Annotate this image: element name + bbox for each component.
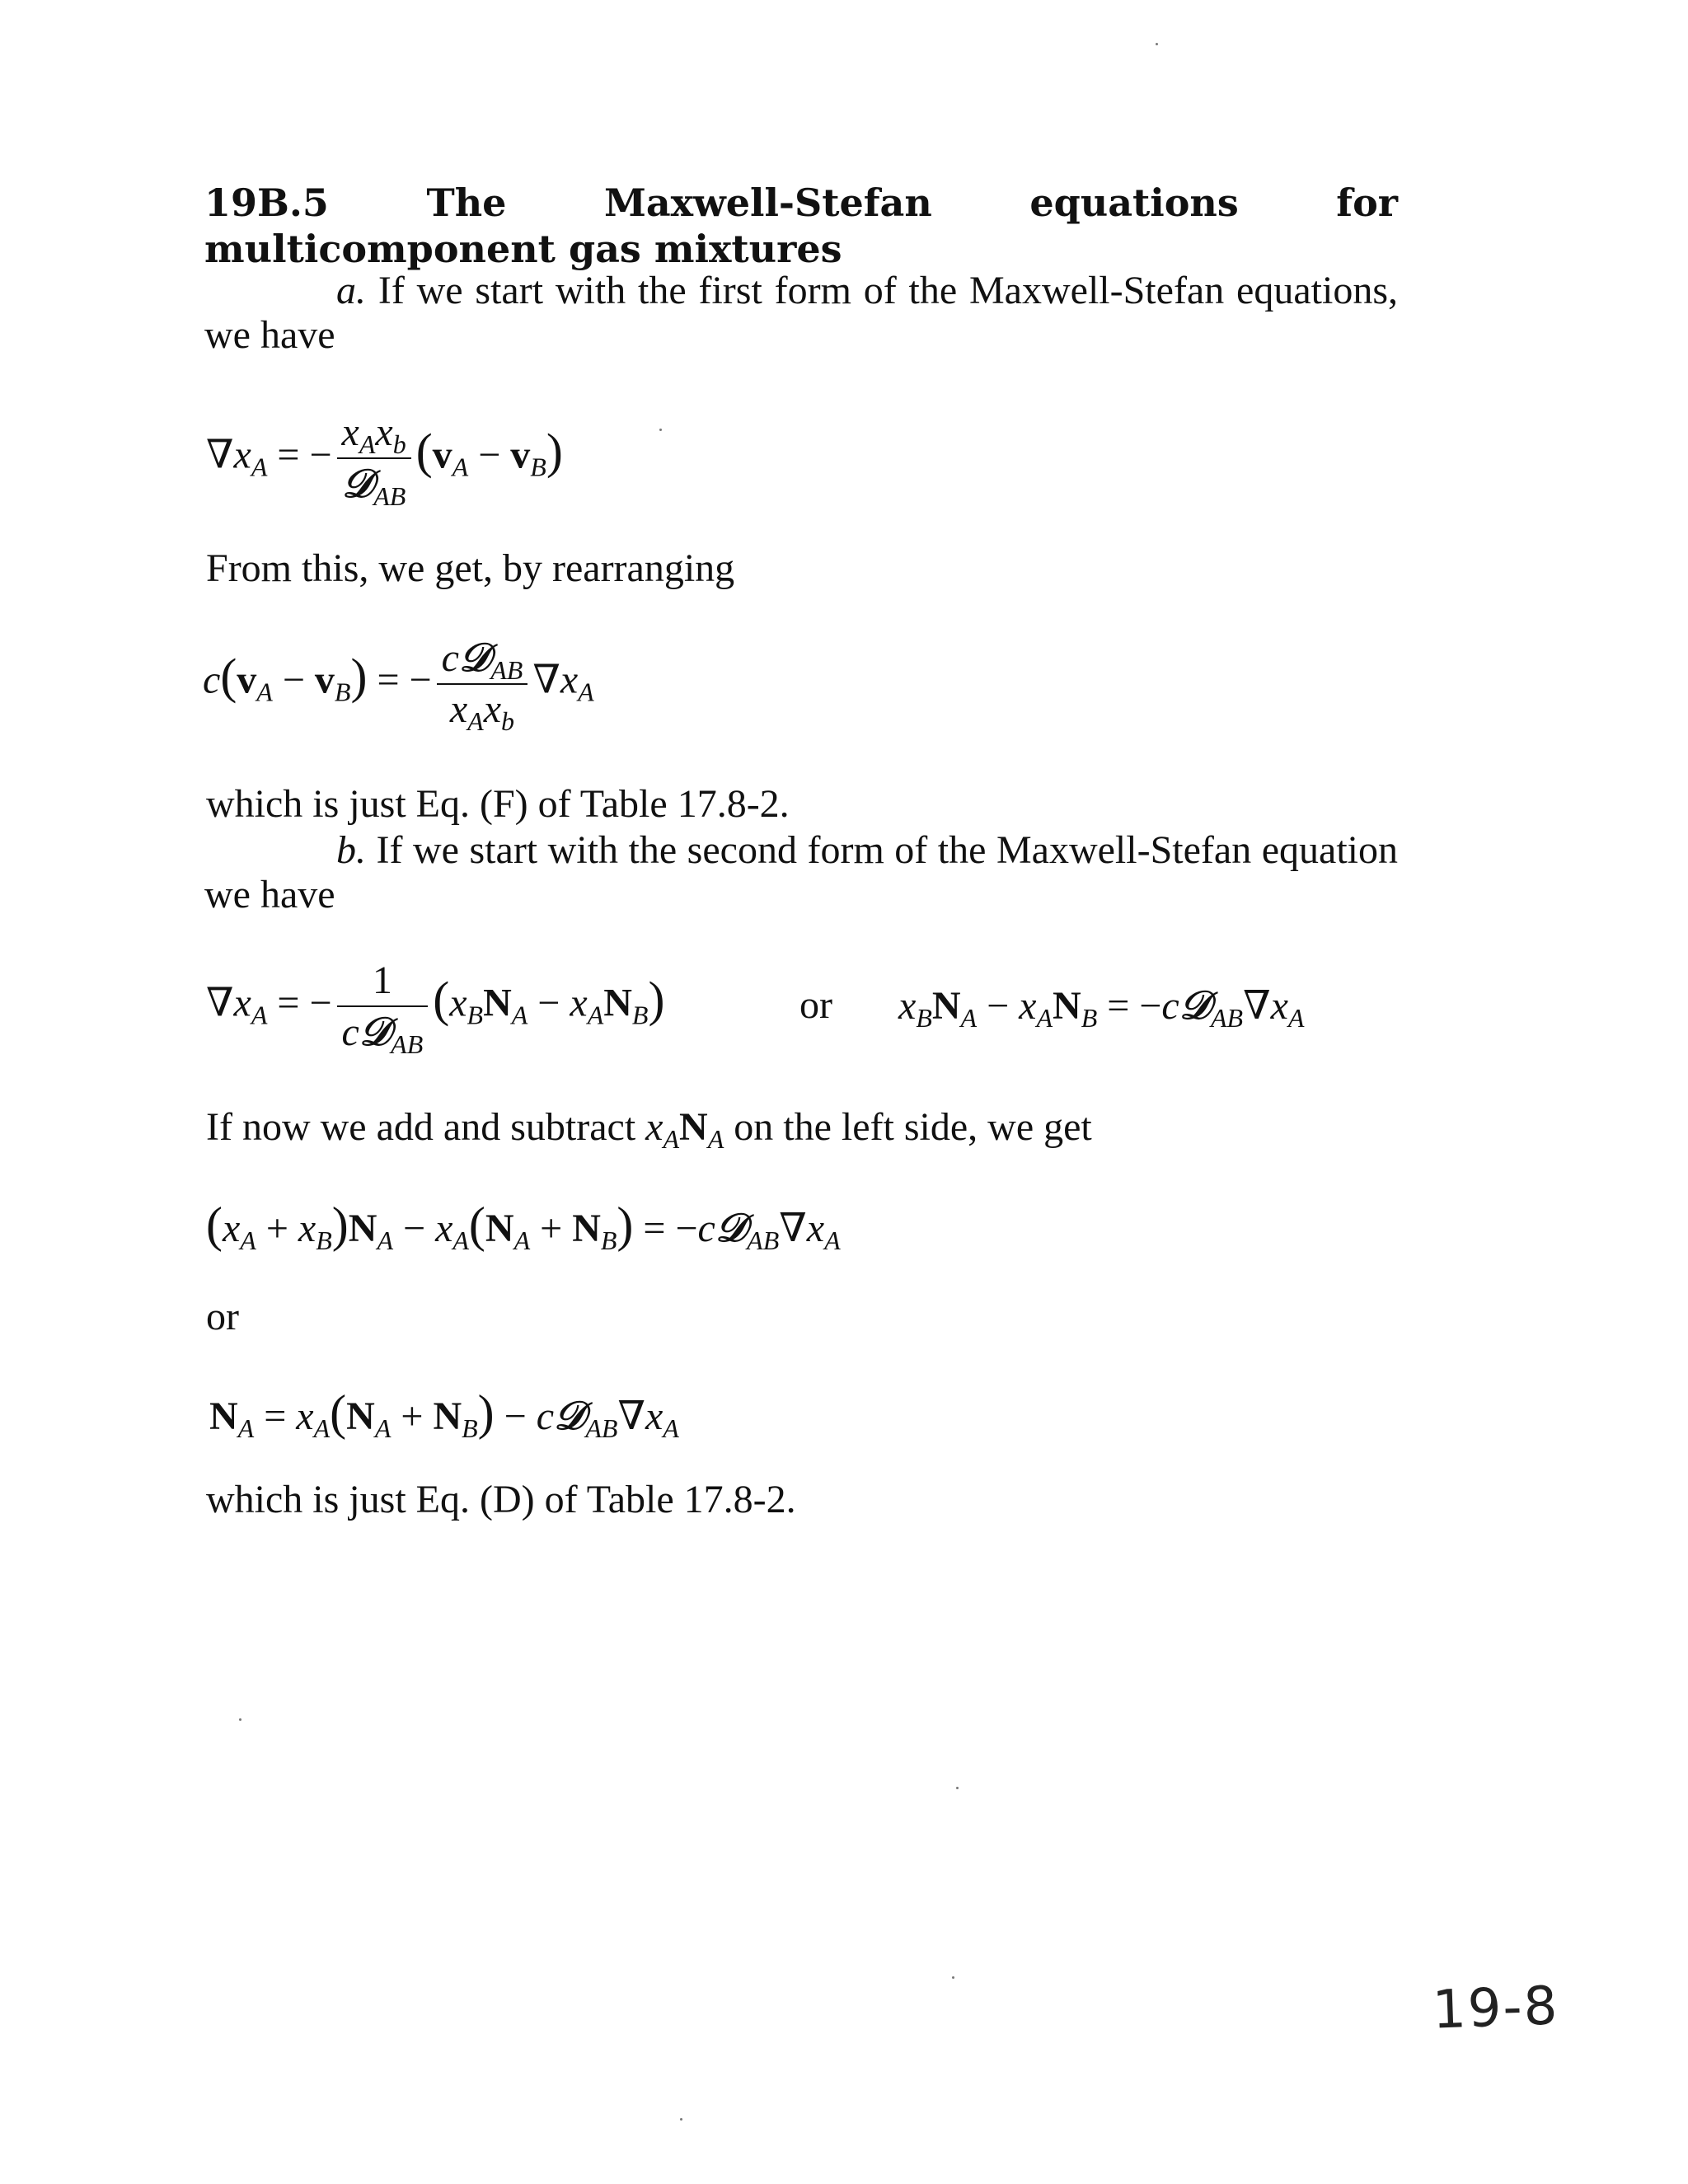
word-or-standalone: or [206,1295,239,1338]
equation-gradient-xa: $\nabla x_A$ = − $\frac{x_Ax_b}{𝒟_{AB}}$ $(v_A - v_B)$ [206,408,563,509]
text-add-subtract: If now we add and subtract $x_AN_A$ on the left side, we get [206,1105,1092,1154]
scan-speck [239,1718,241,1721]
scan-speck [952,1976,954,1979]
part-a-label: a. [336,269,366,312]
text-eq-d: which is just Eq. (D) of Table 17.8-2. [206,1478,796,1521]
page-number: 19-8 [1431,1975,1560,2041]
part-a-text: If we start with the first form of the Maxwell-Stefan equations, we have [204,269,1399,357]
word-or-inline: or [799,983,832,1027]
scan-speck [1156,43,1158,45]
part-b-text: If we start with the second form of the Maxwell-Stefan equation we have [204,828,1399,916]
equation-flux-na: $N_A = x_A(N_A + N_B)$ − $c𝒟_{AB}\nabla x_A$ [209,1385,679,1443]
part-a-paragraph [204,269,1398,358]
equation-second-form: $\nabla x_A$ = − $\frac{1}{c𝒟_{AB}}$ $(x_BN_A - x_AN_B)$ [206,956,664,1057]
text-rearranging: From this, we get, by rearranging [206,546,735,590]
text-eq-f: which is just Eq. (F) of Table 17.8-2. [206,782,790,826]
part-b-label: b. [336,828,366,872]
scan-speck [956,1787,959,1789]
scan-speck [680,2118,682,2121]
equation-add-subtract: $(x_A + x_B)N_A - x_A(N_A + N_B)$ = $-c𝒟_{AB}\nabla x_A$ [206,1197,841,1255]
scan-speck [659,429,662,431]
equation-velocity-difference: $c(v_A - v_B)$ = − $\frac{c𝒟_{AB}}{x_Ax_b}$ $\nabla x_A$ [203,635,594,736]
part-b-paragraph [204,828,1398,917]
section-title: 19B.5 The Maxwell-Stefan equations for multicomponent gas mixtures [204,180,1398,271]
equation-second-form-rearranged: $x_BN_A - x_AN_B$ = $-c𝒟_{AB}\nabla x_A$ [898,982,1305,1033]
